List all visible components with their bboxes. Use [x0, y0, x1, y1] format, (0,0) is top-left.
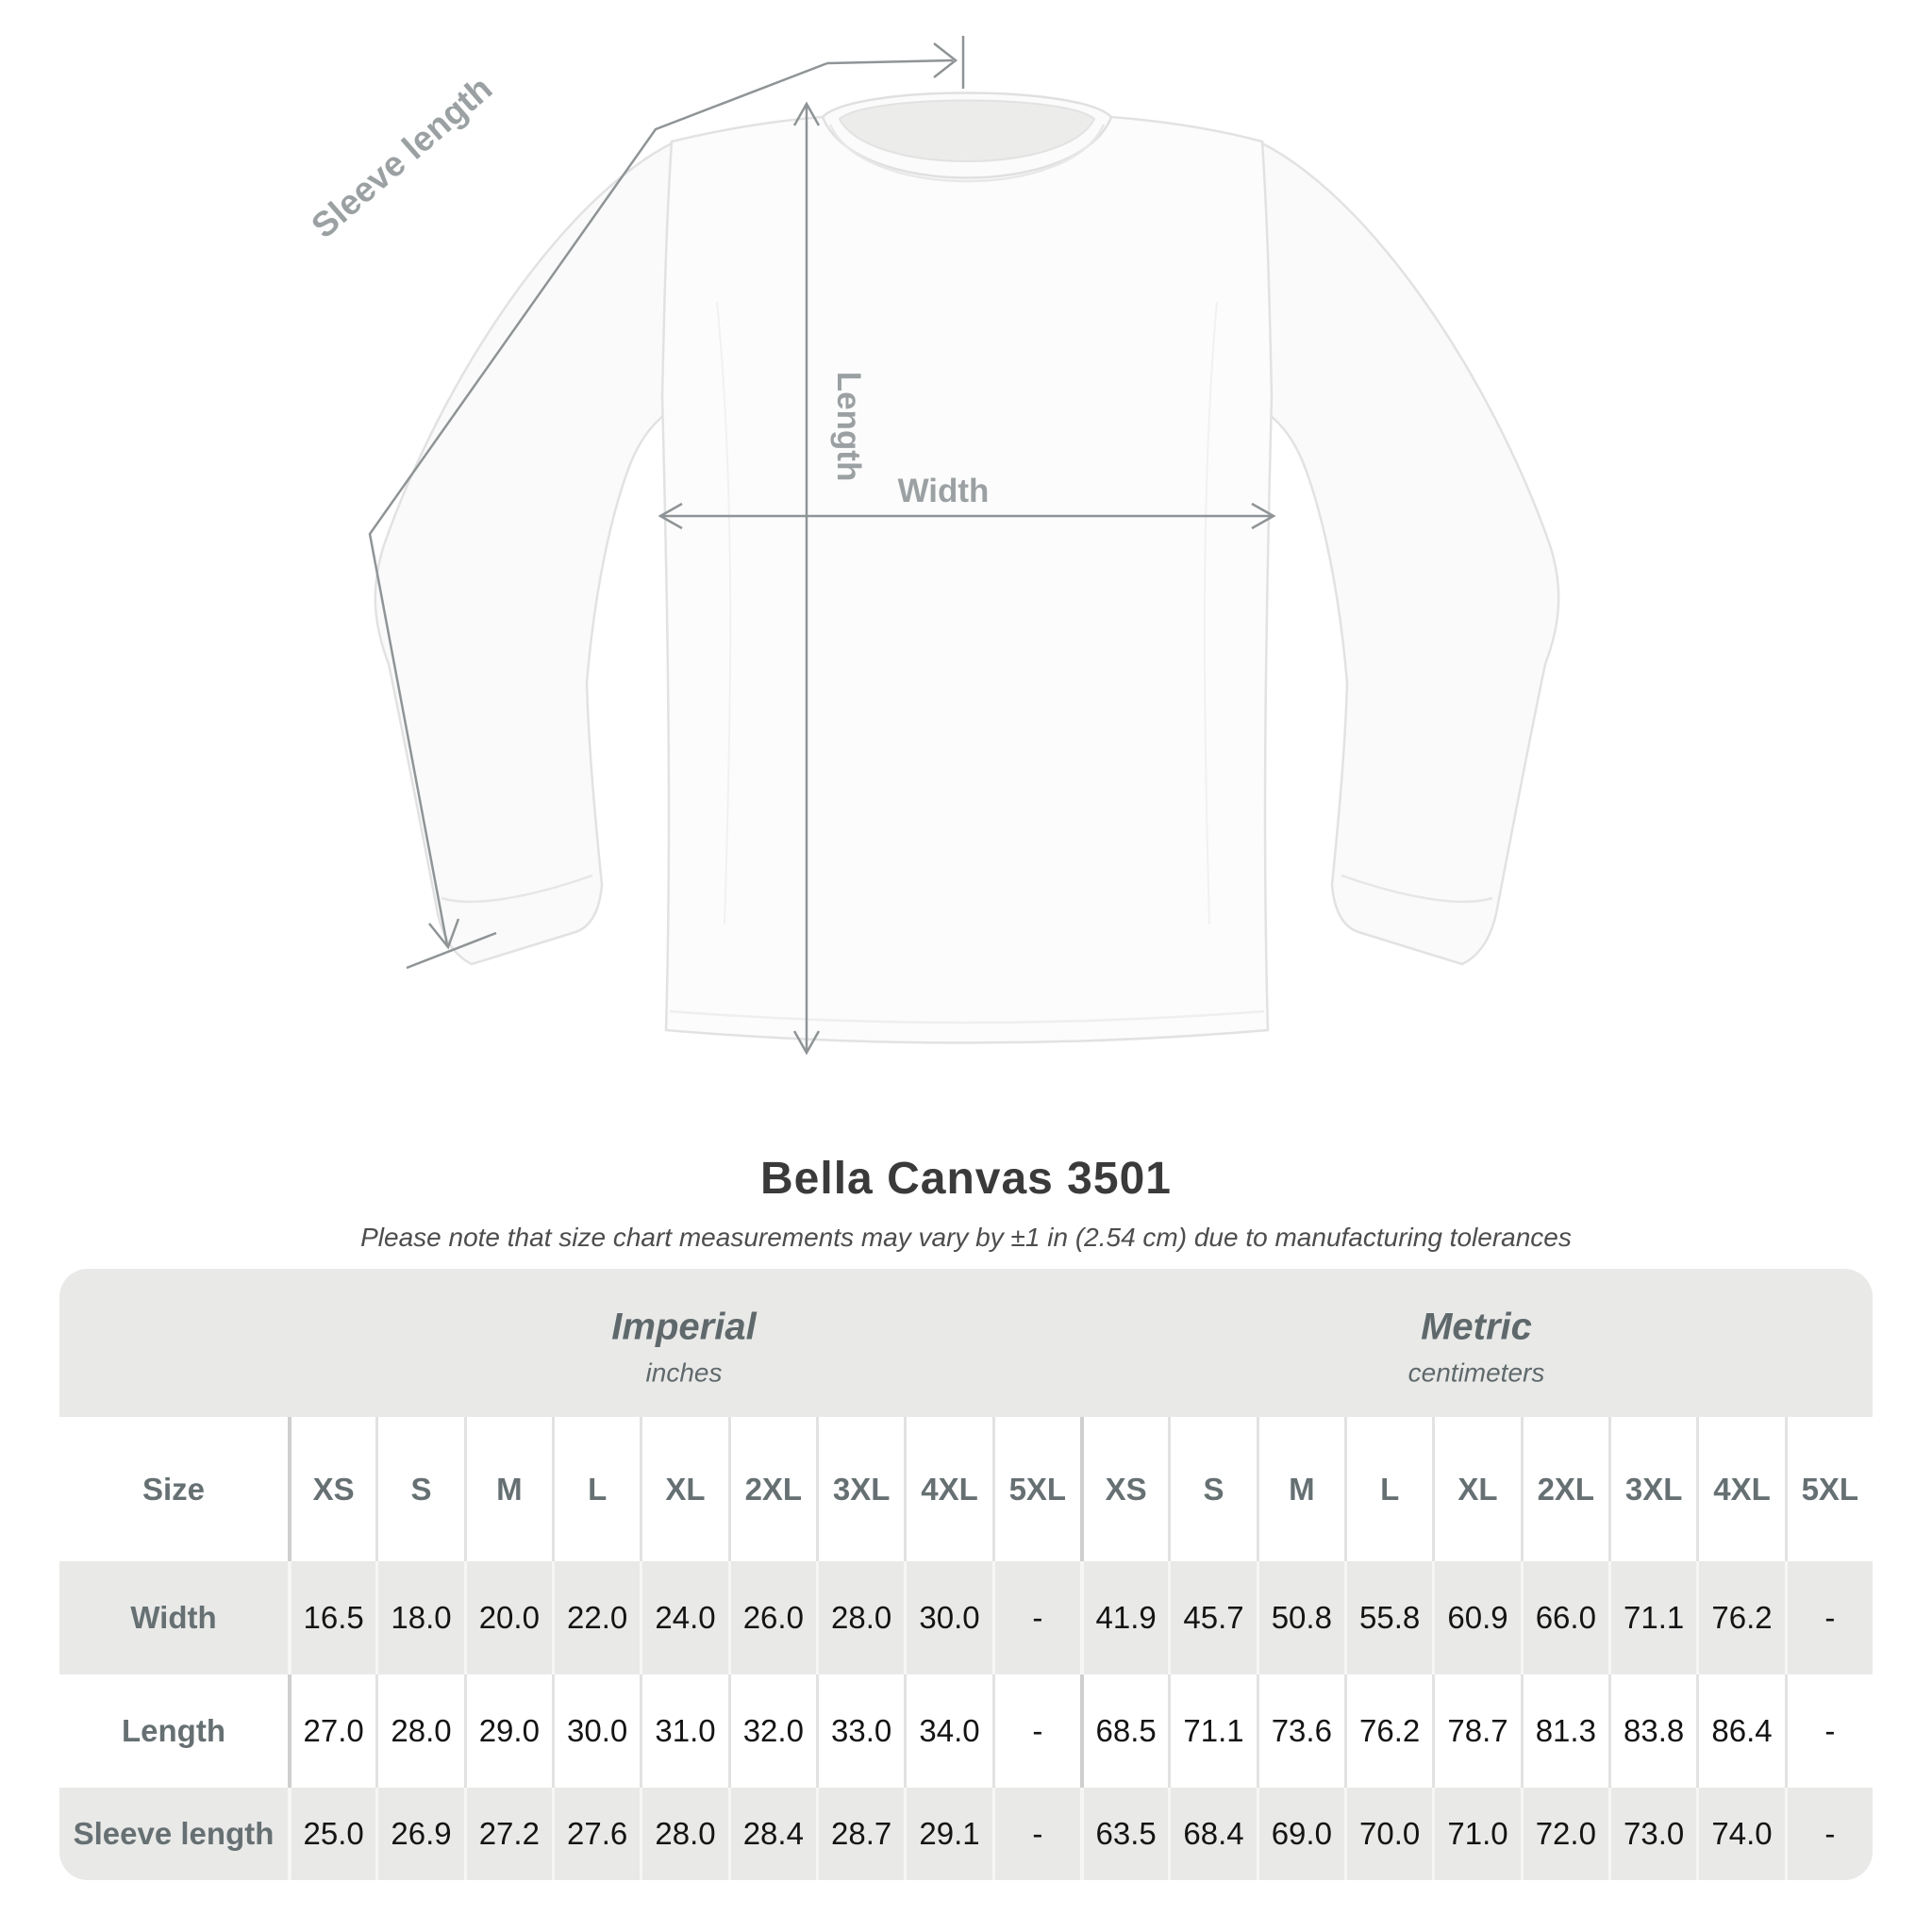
value-cell: 28.4 [728, 1788, 816, 1880]
value-cell: - [1785, 1674, 1873, 1788]
value-cell: 26.9 [375, 1788, 463, 1880]
value-cell: 86.4 [1696, 1674, 1784, 1788]
value-cell: 32.0 [728, 1674, 816, 1788]
value-cell: 68.4 [1168, 1788, 1256, 1880]
size-cell: S [1168, 1417, 1256, 1561]
value-cell: 41.9 [1080, 1561, 1168, 1674]
sleeve-length-label: Sleeve length [304, 68, 500, 246]
value-cell: - [992, 1561, 1080, 1674]
value-cell: 33.0 [816, 1674, 904, 1788]
size-cell: XS [288, 1417, 375, 1561]
value-cell: - [992, 1788, 1080, 1880]
size-cell: XL [640, 1417, 727, 1561]
shirt-right-sleeve [1259, 143, 1558, 964]
value-cell: 55.8 [1344, 1561, 1432, 1674]
value-cell: 81.3 [1521, 1674, 1608, 1788]
shirt-illustration [375, 93, 1558, 1043]
value-cell: 31.0 [640, 1674, 727, 1788]
shirt-left-sleeve [375, 143, 675, 964]
value-cell: 26.0 [728, 1561, 816, 1674]
size-cell: M [1257, 1417, 1344, 1561]
size-cell: 2XL [728, 1417, 816, 1561]
value-cell: 68.5 [1080, 1674, 1168, 1788]
shirt-torso [662, 117, 1272, 1043]
row-label: Width [59, 1561, 288, 1674]
value-cell: 25.0 [288, 1788, 375, 1880]
size-cell: 2XL [1521, 1417, 1608, 1561]
size-cell: 3XL [816, 1417, 904, 1561]
value-cell: 29.0 [464, 1674, 552, 1788]
imperial-title: Imperial [611, 1306, 757, 1348]
value-cell: - [1785, 1788, 1873, 1880]
tolerance-note: Please note that size chart measurements may vary by ±1 in (2.54 cm) due to manufacturing tolerances [360, 1223, 1572, 1252]
size-column-header: Size [59, 1417, 288, 1561]
value-cell: 72.0 [1521, 1788, 1608, 1880]
value-cell: 73.0 [1608, 1788, 1696, 1880]
size-cell: M [464, 1417, 552, 1561]
imperial-header [611, 1307, 756, 1389]
value-cell: 30.0 [904, 1561, 991, 1674]
row-label: Length [59, 1674, 288, 1788]
value-cell: 69.0 [1257, 1788, 1344, 1880]
value-cell: 66.0 [1521, 1561, 1608, 1674]
value-cell: 50.8 [1257, 1561, 1344, 1674]
value-cell: 74.0 [1696, 1788, 1784, 1880]
size-cell: 4XL [904, 1417, 991, 1561]
value-cell: 16.5 [288, 1561, 375, 1674]
value-cell: 45.7 [1168, 1561, 1256, 1674]
value-cell: 22.0 [552, 1561, 640, 1674]
size-cell: L [552, 1417, 640, 1561]
size-cell: XL [1432, 1417, 1520, 1561]
value-cell: 28.0 [375, 1674, 463, 1788]
value-cell: 30.0 [552, 1674, 640, 1788]
size-cell: 5XL [992, 1417, 1080, 1561]
page-title: Bella Canvas 3501 [760, 1154, 1172, 1204]
value-cell: 20.0 [464, 1561, 552, 1674]
metric-title: Metric [1421, 1306, 1532, 1348]
length-label: Length [830, 371, 867, 482]
value-cell: 73.6 [1257, 1674, 1344, 1788]
width-label: Width [897, 473, 990, 509]
size-cell: 5XL [1785, 1417, 1873, 1561]
value-cell: 27.0 [288, 1674, 375, 1788]
unit-header-band [59, 1269, 1873, 1417]
size-cell: 3XL [1608, 1417, 1696, 1561]
value-cell: - [1785, 1561, 1873, 1674]
value-cell: 71.1 [1168, 1674, 1256, 1788]
value-cell: 71.0 [1432, 1788, 1520, 1880]
value-cell: 24.0 [640, 1561, 727, 1674]
value-cell: 34.0 [904, 1674, 991, 1788]
value-cell: 18.0 [375, 1561, 463, 1674]
value-cell: 27.6 [552, 1788, 640, 1880]
size-cell: 4XL [1696, 1417, 1784, 1561]
value-cell: - [992, 1674, 1080, 1788]
size-cell: S [375, 1417, 463, 1561]
metric-unit: centimeters [1407, 1357, 1545, 1388]
value-cell: 63.5 [1080, 1788, 1168, 1880]
metric-header [1408, 1307, 1545, 1389]
value-cell: 70.0 [1344, 1788, 1432, 1880]
value-cell: 28.7 [816, 1788, 904, 1880]
value-cell: 71.1 [1608, 1561, 1696, 1674]
size-table [59, 1269, 1873, 1880]
imperial-unit: inches [645, 1357, 723, 1388]
value-cell: 27.2 [464, 1788, 552, 1880]
row-label: Sleeve length [59, 1788, 288, 1880]
value-cell: 60.9 [1432, 1561, 1520, 1674]
value-cell: 83.8 [1608, 1674, 1696, 1788]
size-cell: L [1344, 1417, 1432, 1561]
value-cell: 78.7 [1432, 1674, 1520, 1788]
size-cell: XS [1080, 1417, 1168, 1561]
value-cell: 28.0 [640, 1788, 727, 1880]
value-cell: 76.2 [1344, 1674, 1432, 1788]
value-cell: 76.2 [1696, 1561, 1784, 1674]
value-cell: 29.1 [904, 1788, 991, 1880]
value-cell: 28.0 [816, 1561, 904, 1674]
